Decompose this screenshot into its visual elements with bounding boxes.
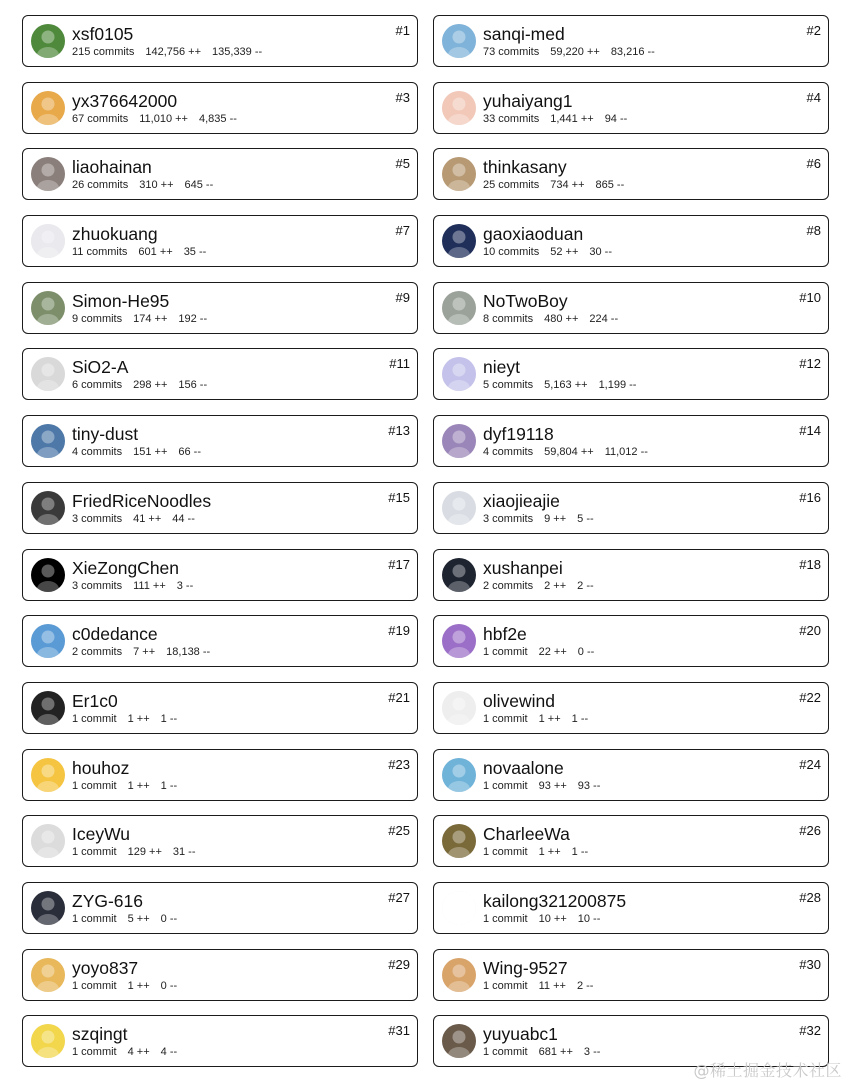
contributor-stats bbox=[72, 113, 248, 126]
contributor-stats bbox=[483, 313, 629, 326]
contributor-rank: #10 bbox=[799, 289, 821, 305]
contributor-stats bbox=[72, 446, 212, 459]
contributor-rank: #9 bbox=[395, 289, 410, 305]
contributor-rank: #24 bbox=[799, 756, 821, 772]
commit-count: 8 commits bbox=[483, 312, 534, 325]
deletions-count: 66 -- bbox=[178, 446, 202, 459]
additions-count: 59,220 ++ bbox=[550, 46, 600, 58]
contributor-username[interactable]: Er1c0 bbox=[72, 690, 118, 711]
contributor-username[interactable]: xushanpei bbox=[483, 557, 563, 578]
contributor-stats bbox=[72, 513, 206, 526]
contributor-username[interactable]: nieyt bbox=[483, 357, 520, 378]
teddy-bear-avatar-icon[interactable] bbox=[31, 958, 65, 992]
contributor-card[interactable] bbox=[433, 15, 829, 67]
commit-count: 6 commits bbox=[72, 379, 123, 392]
lavender-avatar-icon[interactable] bbox=[442, 357, 476, 391]
contributor-rank: #19 bbox=[388, 623, 410, 639]
contributor-stats bbox=[483, 846, 599, 859]
additions-count: 5 ++ bbox=[127, 912, 150, 925]
contributor-username[interactable]: liaohainan bbox=[72, 157, 152, 178]
contributor-stats bbox=[483, 179, 635, 192]
contributor-username[interactable]: xiaojieajie bbox=[483, 490, 560, 511]
contributor-username[interactable]: yoyo837 bbox=[72, 957, 139, 978]
penguin-avatar-icon[interactable] bbox=[442, 491, 476, 525]
contributor-card[interactable] bbox=[433, 482, 829, 534]
additions-count: 1 ++ bbox=[538, 712, 561, 725]
commit-count: 26 commits bbox=[72, 179, 129, 192]
additions-count: 1 ++ bbox=[127, 979, 150, 992]
deletions-count: 18,138 -- bbox=[166, 646, 211, 659]
contributor-rank: #23 bbox=[388, 756, 410, 772]
commit-count: 1 commit bbox=[483, 846, 528, 859]
contributor-rank: #2 bbox=[806, 23, 821, 38]
contributor-rank: #12 bbox=[799, 356, 821, 372]
contributor-username[interactable]: szqingt bbox=[72, 1024, 128, 1045]
commit-count: 1 commit bbox=[483, 712, 528, 725]
contributor-card[interactable] bbox=[433, 815, 829, 867]
additions-count: 298 ++ bbox=[133, 379, 168, 392]
anime-girl-avatar-icon[interactable] bbox=[31, 91, 65, 125]
contributor-stats bbox=[483, 1046, 611, 1059]
contributor-stats bbox=[72, 846, 207, 859]
commit-count: 2 commits bbox=[483, 579, 534, 592]
commit-count: 67 commits bbox=[72, 112, 129, 125]
contributor-stats bbox=[72, 780, 188, 793]
commit-count: 3 commits bbox=[483, 512, 534, 525]
contributor-rank: #6 bbox=[806, 156, 821, 172]
additions-count: 5,163 ++ bbox=[544, 379, 588, 392]
commit-count: 1 commit bbox=[72, 779, 117, 792]
deletions-count: 3 -- bbox=[176, 579, 194, 592]
contributor-rank: #20 bbox=[799, 623, 821, 639]
additions-count: 151 ++ bbox=[133, 446, 168, 459]
commit-count: 3 commits bbox=[72, 512, 123, 525]
z-logo-avatar-icon[interactable] bbox=[31, 558, 65, 592]
contributor-rank: #16 bbox=[799, 489, 821, 505]
contributor-username[interactable]: hbf2e bbox=[483, 624, 527, 645]
deletions-count: 11,012 -- bbox=[604, 446, 648, 459]
contributor-stats bbox=[72, 980, 188, 993]
commit-count: 1 commit bbox=[72, 1046, 117, 1059]
contributor-rank: #26 bbox=[799, 823, 821, 839]
additions-count: 4 ++ bbox=[127, 1046, 150, 1059]
contributor-username[interactable]: gaoxiaoduan bbox=[483, 224, 584, 245]
man-face-avatar-icon[interactable] bbox=[31, 157, 65, 191]
panda-avatar-icon[interactable] bbox=[31, 224, 65, 258]
contributor-rank: #17 bbox=[388, 556, 410, 572]
contributor-username[interactable]: kailong321200875 bbox=[483, 890, 627, 911]
contributor-stats bbox=[72, 246, 217, 259]
deletions-count: 31 -- bbox=[172, 846, 196, 859]
commit-count: 25 commits bbox=[483, 179, 540, 192]
contributor-card[interactable] bbox=[433, 348, 829, 400]
deletions-count: 1 -- bbox=[571, 846, 589, 859]
contributor-username[interactable]: IceyWu bbox=[72, 824, 131, 845]
green-monster-avatar-icon[interactable] bbox=[31, 24, 65, 58]
contributor-stats bbox=[483, 780, 611, 793]
commit-count: 73 commits bbox=[483, 46, 540, 58]
contributor-username[interactable]: Wing-9527 bbox=[483, 957, 568, 978]
contributor-card[interactable] bbox=[22, 682, 418, 734]
deletions-count: 1 -- bbox=[160, 712, 178, 725]
contributor-username[interactable]: yuyuabc1 bbox=[483, 1024, 558, 1045]
commit-count: 10 commits bbox=[483, 246, 540, 259]
additions-count: 310 ++ bbox=[139, 179, 174, 192]
contributor-stats bbox=[72, 913, 188, 926]
dark-circle-avatar-icon[interactable] bbox=[31, 891, 65, 925]
contributor-username[interactable]: xsf0105 bbox=[72, 24, 134, 44]
contributor-card[interactable] bbox=[433, 749, 829, 801]
contributor-username[interactable]: zhuokuang bbox=[72, 224, 158, 245]
sky-person-avatar-icon[interactable] bbox=[442, 24, 476, 58]
anime-boy-avatar-icon[interactable] bbox=[31, 824, 65, 858]
tree-sky-avatar-icon[interactable] bbox=[31, 424, 65, 458]
contributor-card[interactable] bbox=[22, 215, 418, 267]
additions-count: 1 ++ bbox=[127, 712, 150, 725]
cartoon-king-avatar-icon[interactable] bbox=[442, 758, 476, 792]
contributor-stats bbox=[483, 513, 605, 526]
contributor-username[interactable]: tiny-dust bbox=[72, 424, 139, 445]
night-sky-avatar-icon[interactable] bbox=[442, 224, 476, 258]
deletions-count: 645 -- bbox=[184, 179, 214, 192]
deletions-count: 5 -- bbox=[577, 512, 594, 525]
commit-count: 1 commit bbox=[483, 779, 528, 792]
additions-count: 10 ++ bbox=[538, 912, 567, 925]
deletions-count: 0 -- bbox=[160, 979, 178, 992]
contributor-card[interactable] bbox=[22, 949, 418, 1001]
blue-identicon-avatar-icon[interactable] bbox=[31, 624, 65, 658]
contributor-rank: #30 bbox=[799, 956, 821, 972]
contributor-stats bbox=[483, 913, 611, 926]
deletions-count: 3 -- bbox=[583, 1046, 601, 1059]
cat-avatar-icon[interactable] bbox=[442, 157, 476, 191]
contributor-username[interactable]: novaalone bbox=[483, 757, 564, 778]
contributor-username[interactable]: yx376642000 bbox=[72, 90, 178, 111]
additions-count: 1,441 ++ bbox=[550, 112, 594, 125]
additions-count: 2 ++ bbox=[544, 579, 567, 592]
commit-count: 5 commits bbox=[483, 379, 534, 392]
deletions-count: 10 -- bbox=[577, 912, 601, 925]
contributor-card[interactable] bbox=[433, 615, 829, 667]
additions-count: 174 ++ bbox=[133, 312, 168, 325]
contributor-card[interactable] bbox=[22, 815, 418, 867]
manga-avatar-icon[interactable] bbox=[31, 357, 65, 391]
man-portrait-avatar-icon[interactable] bbox=[442, 691, 476, 725]
contributor-card[interactable] bbox=[433, 682, 829, 734]
deletions-count: 1 -- bbox=[160, 779, 178, 792]
commit-count: 11 commits bbox=[72, 246, 128, 259]
contributor-card[interactable] bbox=[22, 82, 418, 134]
additions-count: 1 ++ bbox=[538, 846, 561, 859]
contributor-rank: #15 bbox=[388, 489, 410, 505]
additions-count: 52 ++ bbox=[550, 246, 579, 259]
contributor-stats bbox=[72, 713, 188, 726]
contributor-stats bbox=[72, 1046, 188, 1059]
contributor-card[interactable] bbox=[433, 882, 829, 934]
contributor-rank: #11 bbox=[389, 356, 410, 372]
commit-count: 9 commits bbox=[72, 312, 123, 325]
contributor-username[interactable]: SiO2-A bbox=[72, 357, 129, 378]
deletions-count: 93 -- bbox=[577, 779, 601, 792]
additions-count: 601 ++ bbox=[138, 246, 173, 259]
deletions-count: 94 -- bbox=[604, 112, 628, 125]
additions-count: 11,010 ++ bbox=[139, 112, 188, 125]
additions-count: 480 ++ bbox=[544, 312, 579, 325]
sunset-tree-avatar-icon[interactable] bbox=[442, 824, 476, 858]
commit-count: 1 commit bbox=[72, 912, 117, 925]
deletions-count: 224 -- bbox=[589, 312, 619, 325]
contributor-username[interactable]: c0dedance bbox=[72, 624, 158, 645]
commit-count: 1 commit bbox=[483, 646, 528, 659]
contributor-username[interactable]: olivewind bbox=[483, 690, 555, 711]
contributor-stats bbox=[483, 580, 605, 593]
additions-count: 1 ++ bbox=[127, 779, 150, 792]
additions-count: 111 ++ bbox=[133, 579, 166, 592]
contributor-username[interactable]: ZYG-616 bbox=[72, 890, 143, 911]
deletions-count: 2 -- bbox=[576, 979, 594, 992]
deletions-count: 30 -- bbox=[589, 246, 613, 259]
commit-count: 1 commit bbox=[483, 979, 528, 992]
commit-count: 215 commits bbox=[72, 46, 135, 58]
contributor-stats bbox=[72, 179, 224, 192]
contributor-rank: #18 bbox=[799, 556, 821, 572]
commit-count: 4 commits bbox=[483, 446, 534, 459]
contributor-rank: #29 bbox=[388, 956, 410, 972]
deletions-count: 865 -- bbox=[595, 179, 625, 192]
contributor-card[interactable] bbox=[433, 415, 829, 467]
contributor-stats bbox=[72, 580, 204, 593]
commit-count: 1 commit bbox=[72, 846, 117, 859]
dark-figure-avatar-icon[interactable] bbox=[442, 558, 476, 592]
commit-count: 4 commits bbox=[72, 446, 123, 459]
contributor-username[interactable]: yuhaiyang1 bbox=[483, 90, 573, 111]
outdoor-photo-avatar-icon[interactable] bbox=[31, 291, 65, 325]
deletions-count: 1,199 -- bbox=[598, 379, 637, 392]
commit-count: 33 commits bbox=[483, 112, 540, 125]
additions-count: 734 ++ bbox=[550, 179, 585, 192]
contributor-rank: #21 bbox=[388, 689, 410, 705]
contributor-rank: #4 bbox=[806, 89, 821, 105]
contributor-card[interactable] bbox=[433, 82, 829, 134]
contributor-rank: #32 bbox=[799, 1023, 821, 1039]
additions-count: 9 ++ bbox=[544, 512, 567, 525]
dark-portrait-avatar-icon[interactable] bbox=[31, 691, 65, 725]
contributor-rank: #7 bbox=[395, 223, 410, 239]
additions-count: 93 ++ bbox=[538, 779, 567, 792]
watermark: @稀土掘金技术社区 bbox=[693, 1061, 842, 1080]
contributor-username[interactable]: houhoz bbox=[72, 757, 130, 778]
contributor-rank: #27 bbox=[388, 889, 410, 905]
deletions-count: 0 -- bbox=[160, 912, 178, 925]
additions-count: 142,756 ++ bbox=[145, 46, 202, 58]
contributor-card[interactable] bbox=[22, 282, 418, 334]
deletions-count: 156 -- bbox=[178, 379, 208, 392]
deletions-count: 192 -- bbox=[178, 312, 208, 325]
additions-count: 129 ++ bbox=[127, 846, 162, 859]
contributor-username[interactable]: thinkasany bbox=[483, 157, 567, 178]
contributor-stats bbox=[483, 246, 623, 259]
additions-count: 681 ++ bbox=[538, 1046, 573, 1059]
additions-count: 59,804 ++ bbox=[544, 446, 594, 459]
contributor-rank: #31 bbox=[388, 1023, 410, 1039]
dark-bird-avatar-icon[interactable] bbox=[31, 491, 65, 525]
contributor-stats bbox=[483, 646, 605, 659]
contributor-stats bbox=[72, 46, 273, 59]
contributor-rank: #8 bbox=[806, 223, 821, 239]
commit-count: 1 commit bbox=[72, 712, 117, 725]
contributor-username[interactable]: FriedRiceNoodles bbox=[72, 490, 212, 511]
contributor-stats bbox=[483, 446, 659, 459]
contributor-username[interactable]: sanqi-med bbox=[483, 24, 565, 44]
contributor-stats bbox=[483, 980, 604, 993]
pastel-girl-avatar-icon[interactable] bbox=[442, 91, 476, 125]
contributor-card[interactable] bbox=[22, 615, 418, 667]
contributor-username[interactable]: NoTwoBoy bbox=[483, 290, 568, 311]
contributor-stats bbox=[72, 313, 218, 326]
additions-count: 7 ++ bbox=[133, 646, 156, 659]
contributor-card[interactable] bbox=[22, 482, 418, 534]
commit-count: 3 commits bbox=[72, 579, 123, 592]
contributor-rank: #25 bbox=[388, 823, 410, 839]
additions-count: 22 ++ bbox=[538, 646, 567, 659]
contributor-rank: #5 bbox=[395, 156, 410, 172]
purple-identicon-avatar-icon[interactable] bbox=[442, 624, 476, 658]
deletions-count: 83,216 -- bbox=[610, 46, 655, 58]
contributor-card[interactable] bbox=[433, 148, 829, 200]
commit-count: 1 commit bbox=[72, 979, 117, 992]
contributor-username[interactable]: Simon-He95 bbox=[72, 290, 170, 311]
contributor-stats bbox=[72, 379, 218, 392]
contributor-card[interactable] bbox=[433, 215, 829, 267]
yellow-duck-avatar-icon[interactable] bbox=[31, 1024, 65, 1058]
contributor-stats bbox=[483, 379, 647, 392]
contributor-rank: #22 bbox=[799, 689, 821, 705]
street-avatar-icon[interactable] bbox=[442, 291, 476, 325]
contributor-username[interactable]: dyf19118 bbox=[483, 424, 554, 445]
shiba-dog-avatar-icon[interactable] bbox=[442, 958, 476, 992]
contributor-stats bbox=[483, 113, 638, 126]
contributor-rank: #13 bbox=[388, 423, 410, 439]
contributor-stats bbox=[72, 646, 221, 659]
deletions-count: 4 -- bbox=[160, 1046, 178, 1059]
deletions-count: 0 -- bbox=[577, 646, 595, 659]
contributor-card[interactable] bbox=[433, 282, 829, 334]
commit-count: 1 commit bbox=[483, 912, 528, 925]
small-text-avatar-icon[interactable] bbox=[442, 891, 476, 925]
deletions-count: 44 -- bbox=[172, 512, 195, 525]
contributor-card[interactable] bbox=[22, 415, 418, 467]
contributor-card[interactable] bbox=[433, 549, 829, 601]
deletions-count: 4,835 -- bbox=[198, 112, 237, 125]
contributor-card[interactable] bbox=[22, 15, 418, 67]
commit-count: 2 commits bbox=[72, 646, 123, 659]
contributor-card[interactable] bbox=[22, 148, 418, 200]
commit-count: 1 commit bbox=[483, 1046, 528, 1059]
contributor-rank: #3 bbox=[395, 89, 410, 105]
deletions-count: 135,339 -- bbox=[212, 46, 263, 58]
contributor-card[interactable] bbox=[22, 1015, 418, 1067]
contributor-stats bbox=[483, 713, 599, 726]
man-cap-avatar-icon[interactable] bbox=[442, 1024, 476, 1058]
contributor-stats bbox=[483, 46, 666, 59]
contributors-grid bbox=[22, 15, 829, 1067]
contributor-card[interactable] bbox=[22, 549, 418, 601]
contributor-rank: #28 bbox=[799, 889, 821, 905]
contributor-rank: #14 bbox=[799, 423, 821, 439]
contributor-card[interactable] bbox=[22, 348, 418, 400]
additions-count: 41 ++ bbox=[133, 512, 162, 525]
contributor-card[interactable] bbox=[433, 949, 829, 1001]
yellow-person-avatar-icon[interactable] bbox=[31, 758, 65, 792]
contributor-card[interactable] bbox=[22, 749, 418, 801]
deletions-count: 1 -- bbox=[571, 712, 589, 725]
contributor-card[interactable] bbox=[22, 882, 418, 934]
contributor-username[interactable]: CharleeWa bbox=[483, 824, 570, 845]
contributor-username[interactable]: XieZongChen bbox=[72, 557, 180, 578]
deletions-count: 35 -- bbox=[183, 246, 207, 259]
deletions-count: 2 -- bbox=[577, 579, 594, 592]
purple-hair-avatar-icon[interactable] bbox=[442, 424, 476, 458]
contributor-rank: #1 bbox=[395, 23, 410, 38]
additions-count: 11 ++ bbox=[538, 979, 566, 992]
